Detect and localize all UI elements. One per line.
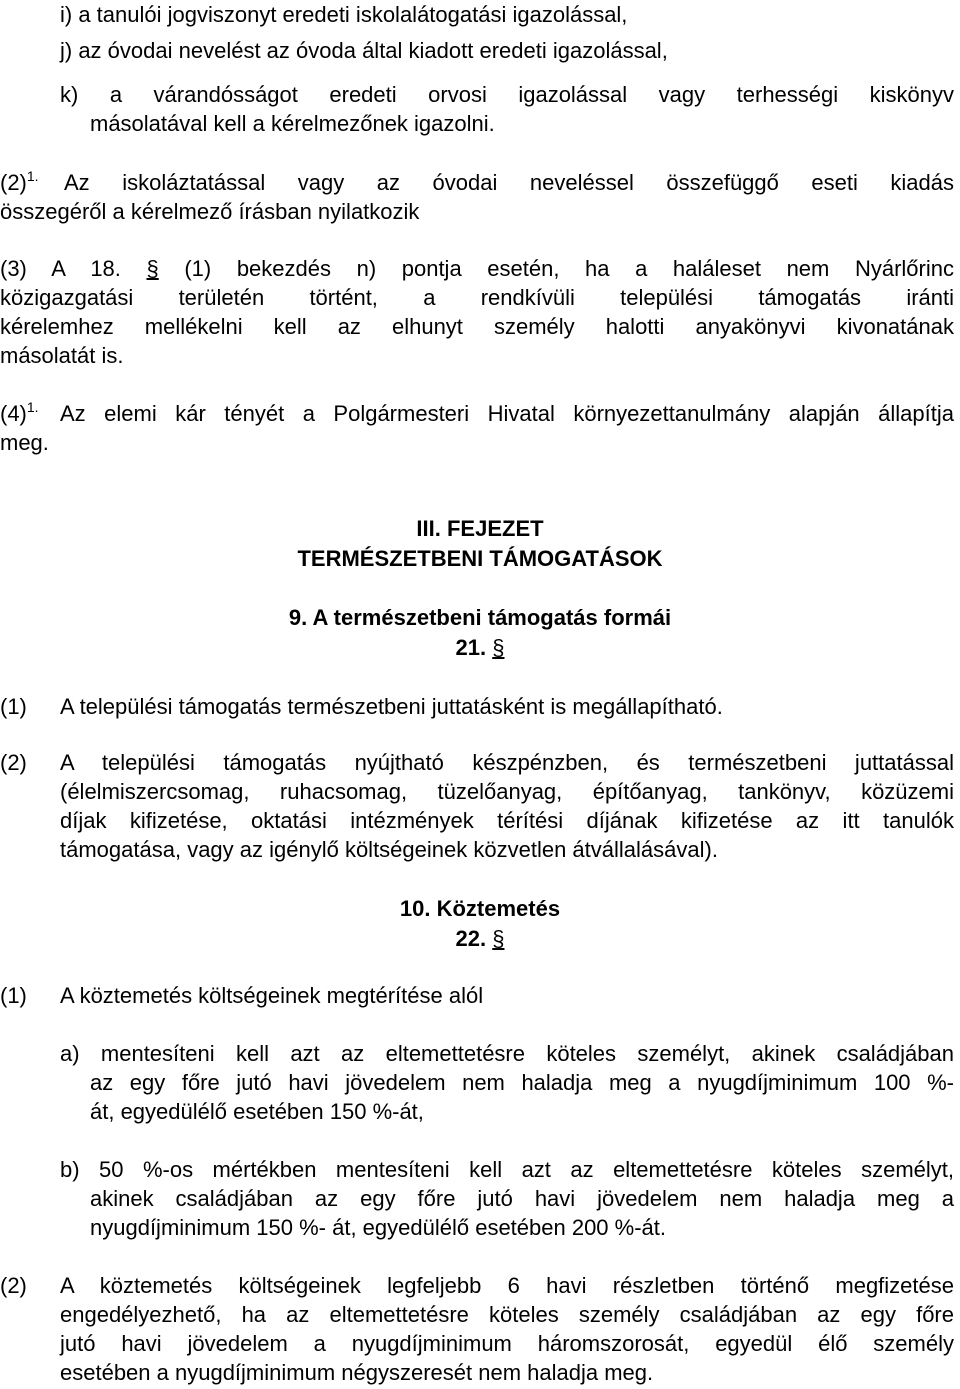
section-sign: §: [492, 635, 505, 660]
p2-line2: összegéről a kérelmező írásban nyilatkozik: [0, 199, 420, 224]
p3-line1-start: (3) A 18.: [0, 256, 121, 281]
p4-line2: meg.: [0, 430, 49, 455]
section-21-heading: [0, 633, 960, 662]
p4-label: [0, 399, 39, 428]
section-9-title: 9. A természetbeni támogatás formái: [288, 605, 672, 630]
s21-p2-line3: díjak kifizetése, oktatási intézmények térítési díjának kifizetése az itt tanulók: [60, 808, 954, 833]
p3-line1-end: (1) bekezdés n) pontja esetén, ha a haláleset nem Nyárlőrinc: [184, 256, 954, 281]
section-21-number: 21.: [455, 635, 487, 660]
s22-b-line1: b) 50 %-os mértékben mentesíteni kell azt az eltemettetésre köteles személyt,: [60, 1157, 954, 1182]
p3-line1: [0, 254, 954, 283]
s22-p2-line2: engedélyezhető, ha az eltemettetésre köteles személy családjában az egy főre: [60, 1302, 954, 1327]
s22-p1-label: (1): [0, 983, 27, 1008]
s22-a-line3: át, egyedülélő esetében 150 %-át,: [90, 1099, 424, 1124]
section-sign: §: [492, 926, 505, 951]
section-22-number: 22.: [455, 926, 487, 951]
p3-line2: közigazgatási területén történt, a rendkívüli települési támogatás iránti: [0, 285, 954, 310]
s21-p2-line4: támogatása, vagy az igénylő költségeinek közvetlen átvállalásával).: [60, 837, 718, 862]
s21-p2-label: (2): [0, 750, 27, 775]
p3-line4: másolatát is.: [0, 343, 124, 368]
chapter-title: TERMÉSZETBENI TÁMOGATÁSOK: [297, 546, 663, 571]
p4-number: (4): [0, 401, 27, 426]
p3-line3: kérelemhez mellékelni kell az elhunyt személy halotti anyakönyvi kivonatának: [0, 314, 954, 339]
section-10-title: 10. Köztemetés: [399, 896, 561, 921]
p4-footnote-mark: 1.: [26, 399, 39, 415]
s22-a-line2: az egy főre jutó havi jövedelem nem haladja meg a nyugdíjminimum 100 %-: [90, 1070, 954, 1095]
s22-p2-line3: jutó havi jövedelem a nyugdíjminimum háromszorosát, egyedül élő személy: [60, 1331, 954, 1356]
s21-p1-label: (1): [0, 694, 27, 719]
s22-b-line2: akinek családjában az egy főre jutó havi jövedelem nem haladja meg a: [90, 1186, 954, 1211]
p2-number: (2): [0, 170, 27, 195]
s22-b-line3: nyugdíjminimum 150 %- át, egyedülélő esetében 200 %-át.: [90, 1215, 667, 1240]
s22-p2-line1: A köztemetés költségeinek legfeljebb 6 havi részletben történő megfizetése: [60, 1273, 954, 1298]
item-i: i) a tanulói jogviszonyt eredeti iskolalátogatási igazolással,: [60, 2, 628, 27]
s21-p2-line2: (élelmiszercsomag, ruhacsomag, tüzelőanyag, építőanyag, tankönyv, közüzemi: [60, 779, 954, 804]
section-22-heading: [0, 924, 960, 953]
s22-p2-line4: esetében a nyugdíjminimum négyszeresét nem haladja meg.: [60, 1360, 654, 1385]
s21-p2-line1: A települési támogatás nyújtható készpénzben, és természetbeni juttatással: [60, 750, 954, 775]
p2-footnote-mark: 1.: [26, 168, 39, 184]
chapter-number: III. FEJEZET: [416, 516, 544, 541]
s21-p1-text: A települési támogatás természetbeni juttatásként is megállapítható.: [60, 694, 723, 719]
p4-line1: Az elemi kár tényét a Polgármesteri Hivatal környezettanulmány alapján állapítja: [60, 401, 954, 426]
item-j: j) az óvodai nevelést az óvoda által kiadott eredeti igazolással,: [60, 38, 668, 63]
p2-label: [0, 168, 39, 197]
p2-line1: Az iskoláztatással vagy az óvodai neveléssel összefüggő eseti kiadás: [64, 170, 954, 195]
s22-p1-text: A köztemetés költségeinek megtérítése alól: [60, 983, 484, 1008]
section-sign: §: [146, 256, 159, 281]
item-k-line2: másolatával kell a kérelmezőnek igazolni.: [90, 111, 495, 136]
item-k-line1: k) a várandósságot eredeti orvosi igazolással vagy terhességi kiskönyv: [60, 82, 954, 107]
s22-p2-label: (2): [0, 1273, 27, 1298]
s22-a-line1: a) mentesíteni kell azt az eltemettetésre köteles személyt, akinek családjában: [60, 1041, 954, 1066]
